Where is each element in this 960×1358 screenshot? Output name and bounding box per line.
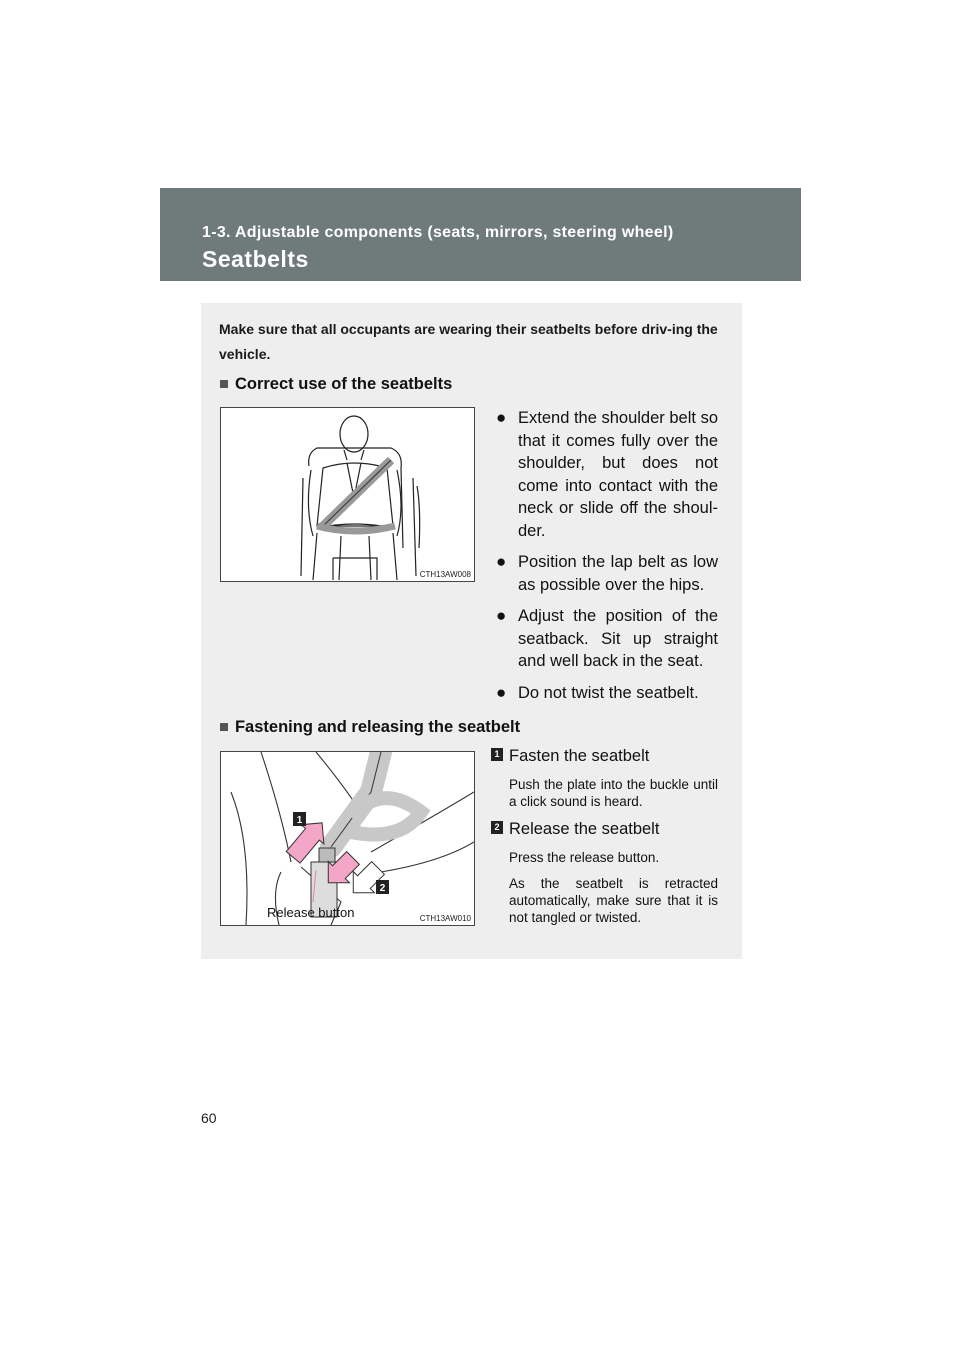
correct-use-heading: [219, 375, 452, 394]
figure-code: CTH13AW008: [419, 570, 471, 579]
release-button-label: Release button: [267, 905, 355, 920]
intro-text: Make sure that all occupants are wearing their seatbelts before driv-ing the vehicle.: [219, 321, 718, 362]
step-title: Release the seatbelt: [509, 820, 660, 838]
fastening-heading-text: Fastening and releasing the seatbelt: [234, 718, 521, 736]
bullet-dot-icon: ●: [496, 552, 507, 571]
seated-person-illustration: [221, 408, 474, 581]
bullet-item: [496, 605, 718, 673]
content-panel: [201, 303, 742, 959]
step-note: As the seatbelt is retracted automatically, make sure that it is not tangled or twisted.: [509, 876, 718, 925]
bullet-item: [496, 407, 718, 542]
figure-buckle: [220, 751, 475, 926]
page-title: Seatbelts: [202, 246, 309, 272]
page-number: 60: [201, 1110, 217, 1126]
fastening-steps: [491, 745, 718, 926]
square-bullet-icon: ■: [219, 718, 229, 736]
step-title: Fasten the seatbelt: [509, 747, 650, 765]
correct-use-heading-text: Correct use of the seatbelts: [234, 375, 453, 393]
callout-2: 2: [379, 883, 386, 894]
square-bullet-icon: ■: [219, 375, 229, 393]
step-release: [491, 818, 718, 926]
fastening-heading: [219, 718, 520, 737]
step-fasten: [491, 745, 718, 810]
callout-1: 1: [296, 815, 303, 826]
section-title: 1-3. Adjustable components (seats, mirrors, steering wheel): [202, 224, 674, 241]
bullet-text: Adjust the position of the seatback. Sit up straight and well back in the seat.: [518, 607, 718, 670]
bullet-dot-icon: ●: [496, 682, 507, 702]
step-description: Press the release button.: [509, 850, 660, 865]
buckle-illustration: [221, 752, 474, 925]
bullet-dot-icon: ●: [496, 606, 507, 625]
correct-use-bullets: [496, 407, 718, 713]
bullet-dot-icon: ●: [496, 408, 507, 427]
step-number-badge: 1: [491, 748, 503, 761]
step-description: Push the plate into the buckle until a click sound is heard.: [509, 777, 718, 809]
bullet-text: Do not twist the seatbelt.: [518, 683, 699, 702]
bullet-item: [496, 682, 718, 705]
bullet-item: [496, 551, 718, 596]
figure-seated-person: [220, 407, 475, 582]
figure-code: CTH13AW010: [419, 914, 471, 923]
step-number-badge: 2: [491, 821, 503, 834]
bullet-text: Position the lap belt as low as possible over the hips.: [518, 553, 718, 594]
header-bar: [160, 188, 801, 281]
bullet-text: Extend the shoulder belt so that it comes fully over the shoulder, but does not come into contact with the neck or slide off the shoul-der.: [518, 409, 718, 540]
